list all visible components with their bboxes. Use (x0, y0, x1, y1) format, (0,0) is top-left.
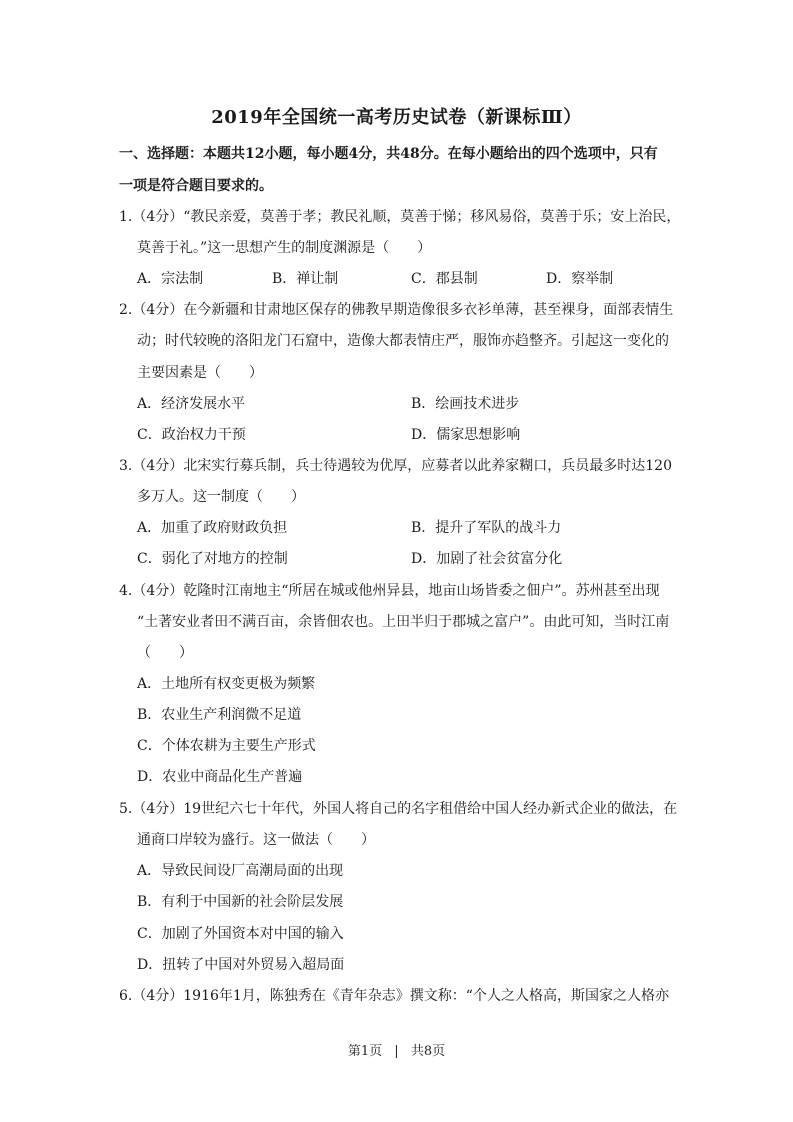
question-1-option-c: C．郡县制 (411, 271, 478, 287)
question-3-option-b: B．提升了军队的战斗力 (411, 520, 562, 536)
question-1-text: 1.（4分）“教民亲爱，莫善于孝；教民礼顺，莫善于悌；移风易俗，莫善于乐；安上治民， (119, 209, 681, 225)
question-2-option-b: B．绘画技术进步 (411, 396, 520, 412)
question-3-option-c: C．弱化了对地方的控制 (137, 551, 288, 567)
question-3-text-cont: 多万人。这一制度（ ） (137, 489, 305, 505)
question-4-option-b: B．农业生产利润微不足道 (137, 707, 302, 723)
page-footer (0, 1040, 793, 1059)
question-2-text-cont: 动；时代较晚的洛阳龙门石窟中，造像大都表情庄严，服饰亦趋整齐。引起这一变化的 (137, 333, 669, 349)
page-total: 共8页 (410, 1044, 446, 1059)
question-2-text: 2.（4分）在今新疆和甘肃地区保存的佛教早期造像很多衣衫单薄，甚至裸身，面部表情生 (119, 302, 674, 318)
question-2-option-c: C．政治权力干预 (137, 427, 246, 443)
question-5-option-b: B．有利于中国新的社会阶层发展 (137, 894, 344, 910)
question-6-text: 6.（4分）1916年1月，陈独秀在《青年杂志》撰文称：“个人之人格高，斯国家之人格亦 (119, 988, 669, 1004)
question-4-option-c: C．个体农耕为主要生产形式 (137, 738, 316, 754)
question-2-option-d: D．儒家思想影响 (411, 427, 521, 443)
question-5-option-a: A．导致民间设厂高潮局面的出现 (137, 863, 344, 879)
question-3-option-a: A．加重了政府财政负担 (137, 520, 288, 536)
question-4-text-cont: （ ） (137, 645, 193, 661)
question-4-text-cont: “土著安业者田不满百亩，余皆佃农也。上田半归于郡城之富户”。由此可知，当时江南 (137, 614, 670, 630)
question-5-text: 5.（4分）19世纪六七十年代，外国人将自己的名字租借给中国人经办新式企业的做法，在 (119, 801, 678, 817)
question-1-text-cont: 莫善于礼。”这一思想产生的制度渊源是（ ） (137, 240, 432, 256)
question-5-text-cont: 通商口岸较为盛行。这一做法（ ） (137, 832, 375, 848)
question-1-option-d: D．察举制 (546, 271, 614, 287)
question-2-option-a: A．经济发展水平 (137, 396, 246, 412)
section-heading: 一、选择题：本题共12小题，每小题4分，共48分。在每小题给出的四个选项中，只有 (119, 146, 658, 162)
question-4-text: 4.（4分）乾隆时江南地主“所居在城或他州异县，地亩山场皆委之佃户”。苏州甚至出现 (119, 583, 660, 599)
question-1-option-a: A．宗法制 (137, 271, 204, 287)
question-3-option-d: D．加剧了社会贫富分化 (411, 551, 563, 567)
page-number: 第1页 (347, 1044, 383, 1059)
question-3-text: 3.（4分）北宋实行募兵制，兵士待遇较为优厚，应募者以此养家糊口，兵员最多时达120 (119, 458, 672, 474)
question-5-option-c: C．加剧了外国资本对中国的输入 (137, 926, 344, 942)
question-1-option-b: B．禅让制 (272, 271, 339, 287)
question-2-text-cont: 主要因素是（ ） (137, 365, 263, 381)
section-heading-cont: 一项是符合题目要求的。 (119, 178, 273, 194)
question-4-option-d: D．农业中商品化生产普遍 (137, 769, 303, 785)
question-4-option-a: A．土地所有权变更极为频繁 (137, 676, 316, 692)
question-5-option-d: D．扭转了中国对外贸易入超局面 (137, 957, 345, 973)
footer-separator: | (394, 1044, 399, 1059)
page-title: 2019年全国统一高考历史试卷（新课标Ⅲ） (211, 107, 582, 128)
